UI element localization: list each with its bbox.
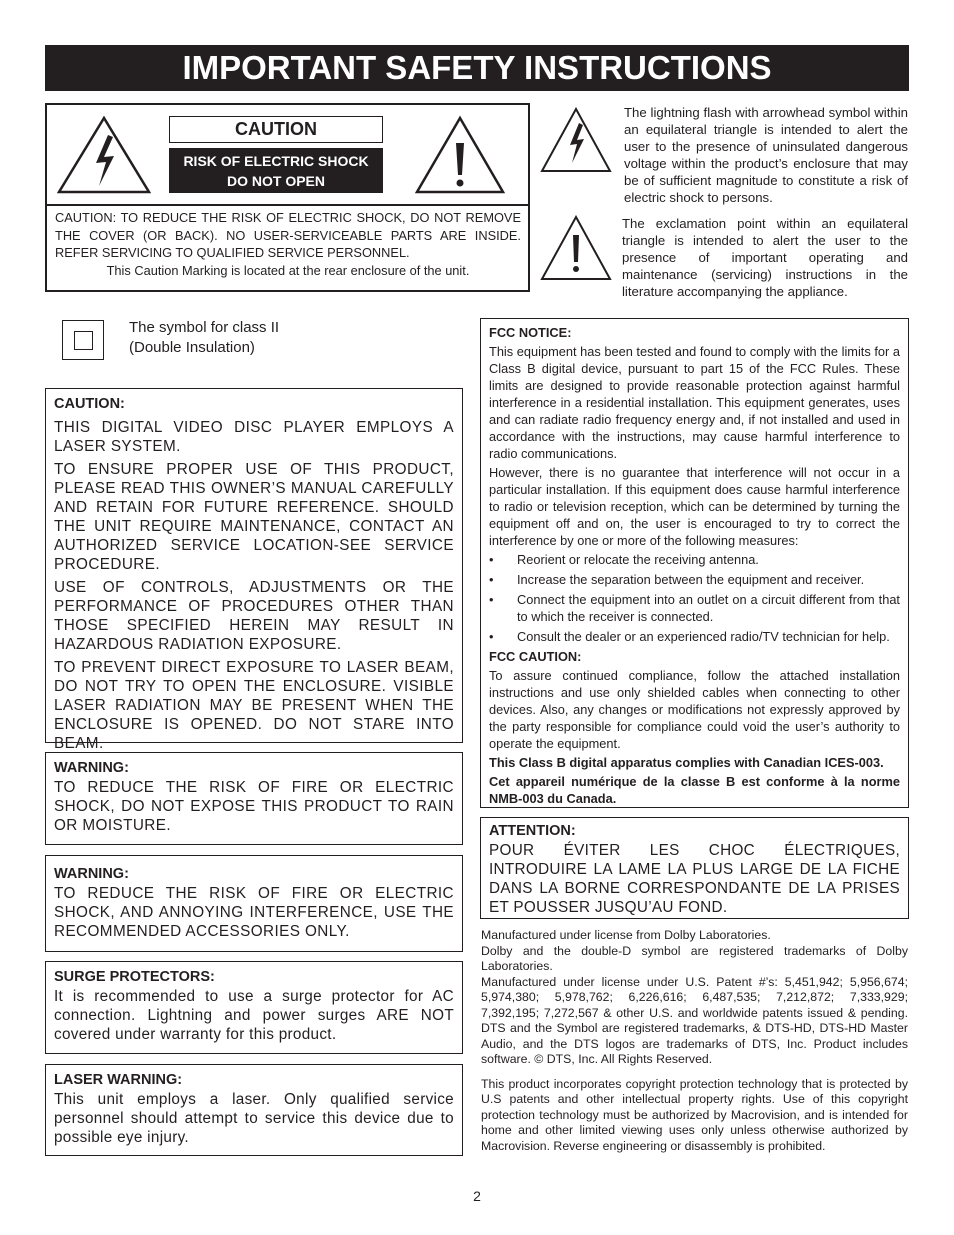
class-ii-line-1: The symbol for class II	[129, 319, 280, 336]
warning-rain-box	[45, 752, 463, 845]
lightning-symbol-explanation: The lightning flash with arrowhead symbol within an equilateral triangle is intended to alert the user to the presence of uninsulated dangerous voltage within the product’s enclosure that may be of sufficient magnitude to constitute a risk of electric shock to persons.	[624, 105, 908, 205]
fcc-paragraph-1: This equipment has been tested and found to comply with the limits for a Class B digital device, pursuant to part 15 of the FCC Rules. These limits are designed to provide reasonable protection against harmful interference in a residential installation. This equipment generates, uses and can radiate radio frequency energy and, if not installed and used in accordance with the instructions, may cause harmful interference to radio communications.	[489, 344, 900, 461]
laser-warning-heading: LASER WARNING:	[54, 1072, 183, 1088]
attention-heading: ATTENTION:	[489, 823, 576, 839]
attention-box	[480, 817, 909, 919]
dolby-trademark: Dolby and the double-D symbol are registered trademarks of Dolby Laboratories.	[481, 943, 908, 973]
warning-heading: WARNING:	[54, 866, 129, 882]
page-title: IMPORTANT SAFETY INSTRUCTIONS	[45, 45, 909, 91]
warning-accessories-text: TO REDUCE THE RISK OF FIRE OR ELECTRIC SHOCK, AND ANNOYING INTERFERENCE, USE THE RECOMMENDED ACCESSORIES ONLY.	[54, 885, 454, 940]
risk-line-1: RISK OF ELECTRIC SHOCK	[183, 153, 369, 169]
macrovision-notice: This product incorporates copyright protection technology that is protected by U.S patents and other intellectual property rights. Use of this copyright protection technology must be authorized by Macrovision, and is intended for home and other limited viewing uses only unless otherwise authorized by Macrovision. Reverse engineering or disassembly is prohibited.	[481, 1076, 908, 1153]
dts-license: Manufactured under license under U.S. Patent #’s: 5,451,942; 5,956,674; 5,974,380; 5,978,762; 6,226,616; 6,487,535; 7,212,872; 7,333,929; 7,392,195; 7,272,567 & other U.S. and worldwide patents issued & pending. DTS and the Symbol are registered trademarks, & DTS-HD, DTS-HD Master Audio, and the DTS logos are trademarks of DTS, Inc. Product includes software. © DTS, Inc. All Rights Reserved.	[481, 974, 908, 1066]
exclamation-triangle-icon	[414, 115, 506, 195]
class-ii-symbol-icon	[62, 320, 104, 360]
laser-warning-box	[45, 1064, 463, 1156]
list-item: • Consult the dealer or an experienced radio/TV technician for help.	[489, 628, 900, 645]
laser-caution-p4: TO PREVENT DIRECT EXPOSURE TO LASER BEAM, DO NOT TRY TO OPEN THE ENCLOSURE. VISIBLE LASER RADIATION MAY BE PRESENT WHEN THE ENCLOSURE IS OPENED. DO NOT STARE INTO BEAM.	[54, 659, 454, 752]
exclamation-symbol-explanation: The exclamation point within an equilateral triangle is intended to alert the user to the presence of important operating and maintenance (servicing) instructions in the literature accompanying the appliance.	[622, 216, 908, 299]
list-item: • Increase the separation between the equipment and receiver.	[489, 571, 900, 588]
laser-caution-heading: CAUTION:	[54, 396, 125, 412]
fcc-heading: FCC NOTICE:	[489, 325, 572, 340]
fcc-caution-heading: FCC CAUTION:	[489, 649, 582, 664]
warning-heading: WARNING:	[54, 760, 129, 776]
canada-compliance-fr: Cet appareil numérique de la classe B est conforme à la norme NMB-003 du Canada.	[489, 774, 900, 806]
laser-warning-text: This unit employs a laser. Only qualified service personnel should attempt to service this device due to possible eye injury.	[54, 1091, 454, 1146]
caution-label-box	[45, 103, 530, 292]
warning-rain-text: TO REDUCE THE RISK OF FIRE OR ELECTRIC SHOCK, DO NOT EXPOSE THIS PRODUCT TO RAIN OR MOISTURE.	[54, 779, 454, 834]
caution-marking-location: This Caution Marking is located at the rear enclosure of the unit.	[106, 262, 470, 278]
surge-protectors-box	[45, 961, 463, 1054]
warning-accessories-box	[45, 855, 463, 952]
fcc-caution-text: To assure continued compliance, follow the attached installation instructions and use only shielded cables when connecting to other devices. Also, any changes or modifications not expressly approved by the party responsible for compliance could void the user’s authority to operate the equipment.	[489, 668, 900, 751]
fcc-notice-box	[480, 318, 909, 808]
dolby-license: Manufactured under license from Dolby Laboratories.	[481, 928, 771, 942]
lightning-triangle-icon	[540, 107, 612, 173]
page-number: 2	[473, 1188, 481, 1204]
risk-of-shock-label	[169, 148, 383, 193]
class-ii-description	[129, 318, 279, 358]
lightning-triangle-icon	[56, 115, 152, 195]
list-item: • Reorient or relocate the receiving antenna.	[489, 551, 900, 568]
surge-text: It is recommended to use a surge protector for AC connection. Lightning and power surges ARE NOT covered under warranty for this product.	[54, 988, 454, 1043]
risk-line-2: DO NOT OPEN	[226, 173, 325, 189]
laser-caution-p1: THIS DIGITAL VIDEO DISC PLAYER EMPLOYS A LASER SYSTEM.	[54, 419, 454, 455]
caution-warning-text: CAUTION: TO REDUCE THE RISK OF ELECTRIC SHOCK, DO NOT REMOVE THE COVER (OR BACK). NO USER-SERVICEABLE PARTS ARE INSIDE. REFER SERVICING TO QUALIFIED SERVICE PERSONNEL.	[55, 210, 521, 260]
laser-caution-box	[45, 388, 463, 752]
laser-caution-p2: TO ENSURE PROPER USE OF THIS PRODUCT, PLEASE READ THIS OWNER’S MANUAL CAREFULLY AND RETAIN FOR FUTURE REFERENCE. SHOULD THE UNIT REQUIRE MAINTENANCE, CONTACT AN AUTHORIZED SERVICE LOCATION-SEE SERVICE PROCEDURE.	[54, 461, 454, 573]
caution-label-text	[55, 209, 521, 279]
exclamation-triangle-icon	[540, 215, 612, 281]
list-item: • Connect the equipment into an outlet on a circuit different from that to which the receiver is connected.	[489, 591, 900, 625]
attention-text: POUR ÉVITER LES CHOC ÉLECTRIQUES, INTRODUIRE LA LAME LA PLUS LARGE DE LA FICHE DANS LA BORNE CORRESPONDANTE DE LA PRISES ET POUSSER JUSQU’AU FOND.	[489, 842, 900, 916]
surge-heading: SURGE PROTECTORS:	[54, 969, 215, 985]
fcc-measures-list	[489, 551, 900, 645]
canada-compliance-en: This Class B digital apparatus complies with Canadian ICES-003.	[489, 755, 884, 770]
license-notices	[481, 928, 908, 1154]
fcc-paragraph-2: However, there is no guarantee that interference will not occur in a particular installation. If this equipment does cause harmful interference to radio or television reception, which can be determined by turning the equipment off and on, the user is encouraged to try to correct the interference by one or more of the following measures:	[489, 465, 900, 548]
caution-heading: CAUTION	[169, 116, 383, 143]
class-ii-line-2: (Double Insulation)	[129, 339, 255, 356]
laser-caution-p3: USE OF CONTROLS, ADJUSTMENTS OR THE PERFORMANCE OF PROCEDURES OTHER THAN THOSE SPECIFIED HEREIN MAY RESULT IN HAZARDOUS RADIATION EXPOSURE.	[54, 579, 454, 653]
caution-label-graphics	[47, 105, 528, 206]
